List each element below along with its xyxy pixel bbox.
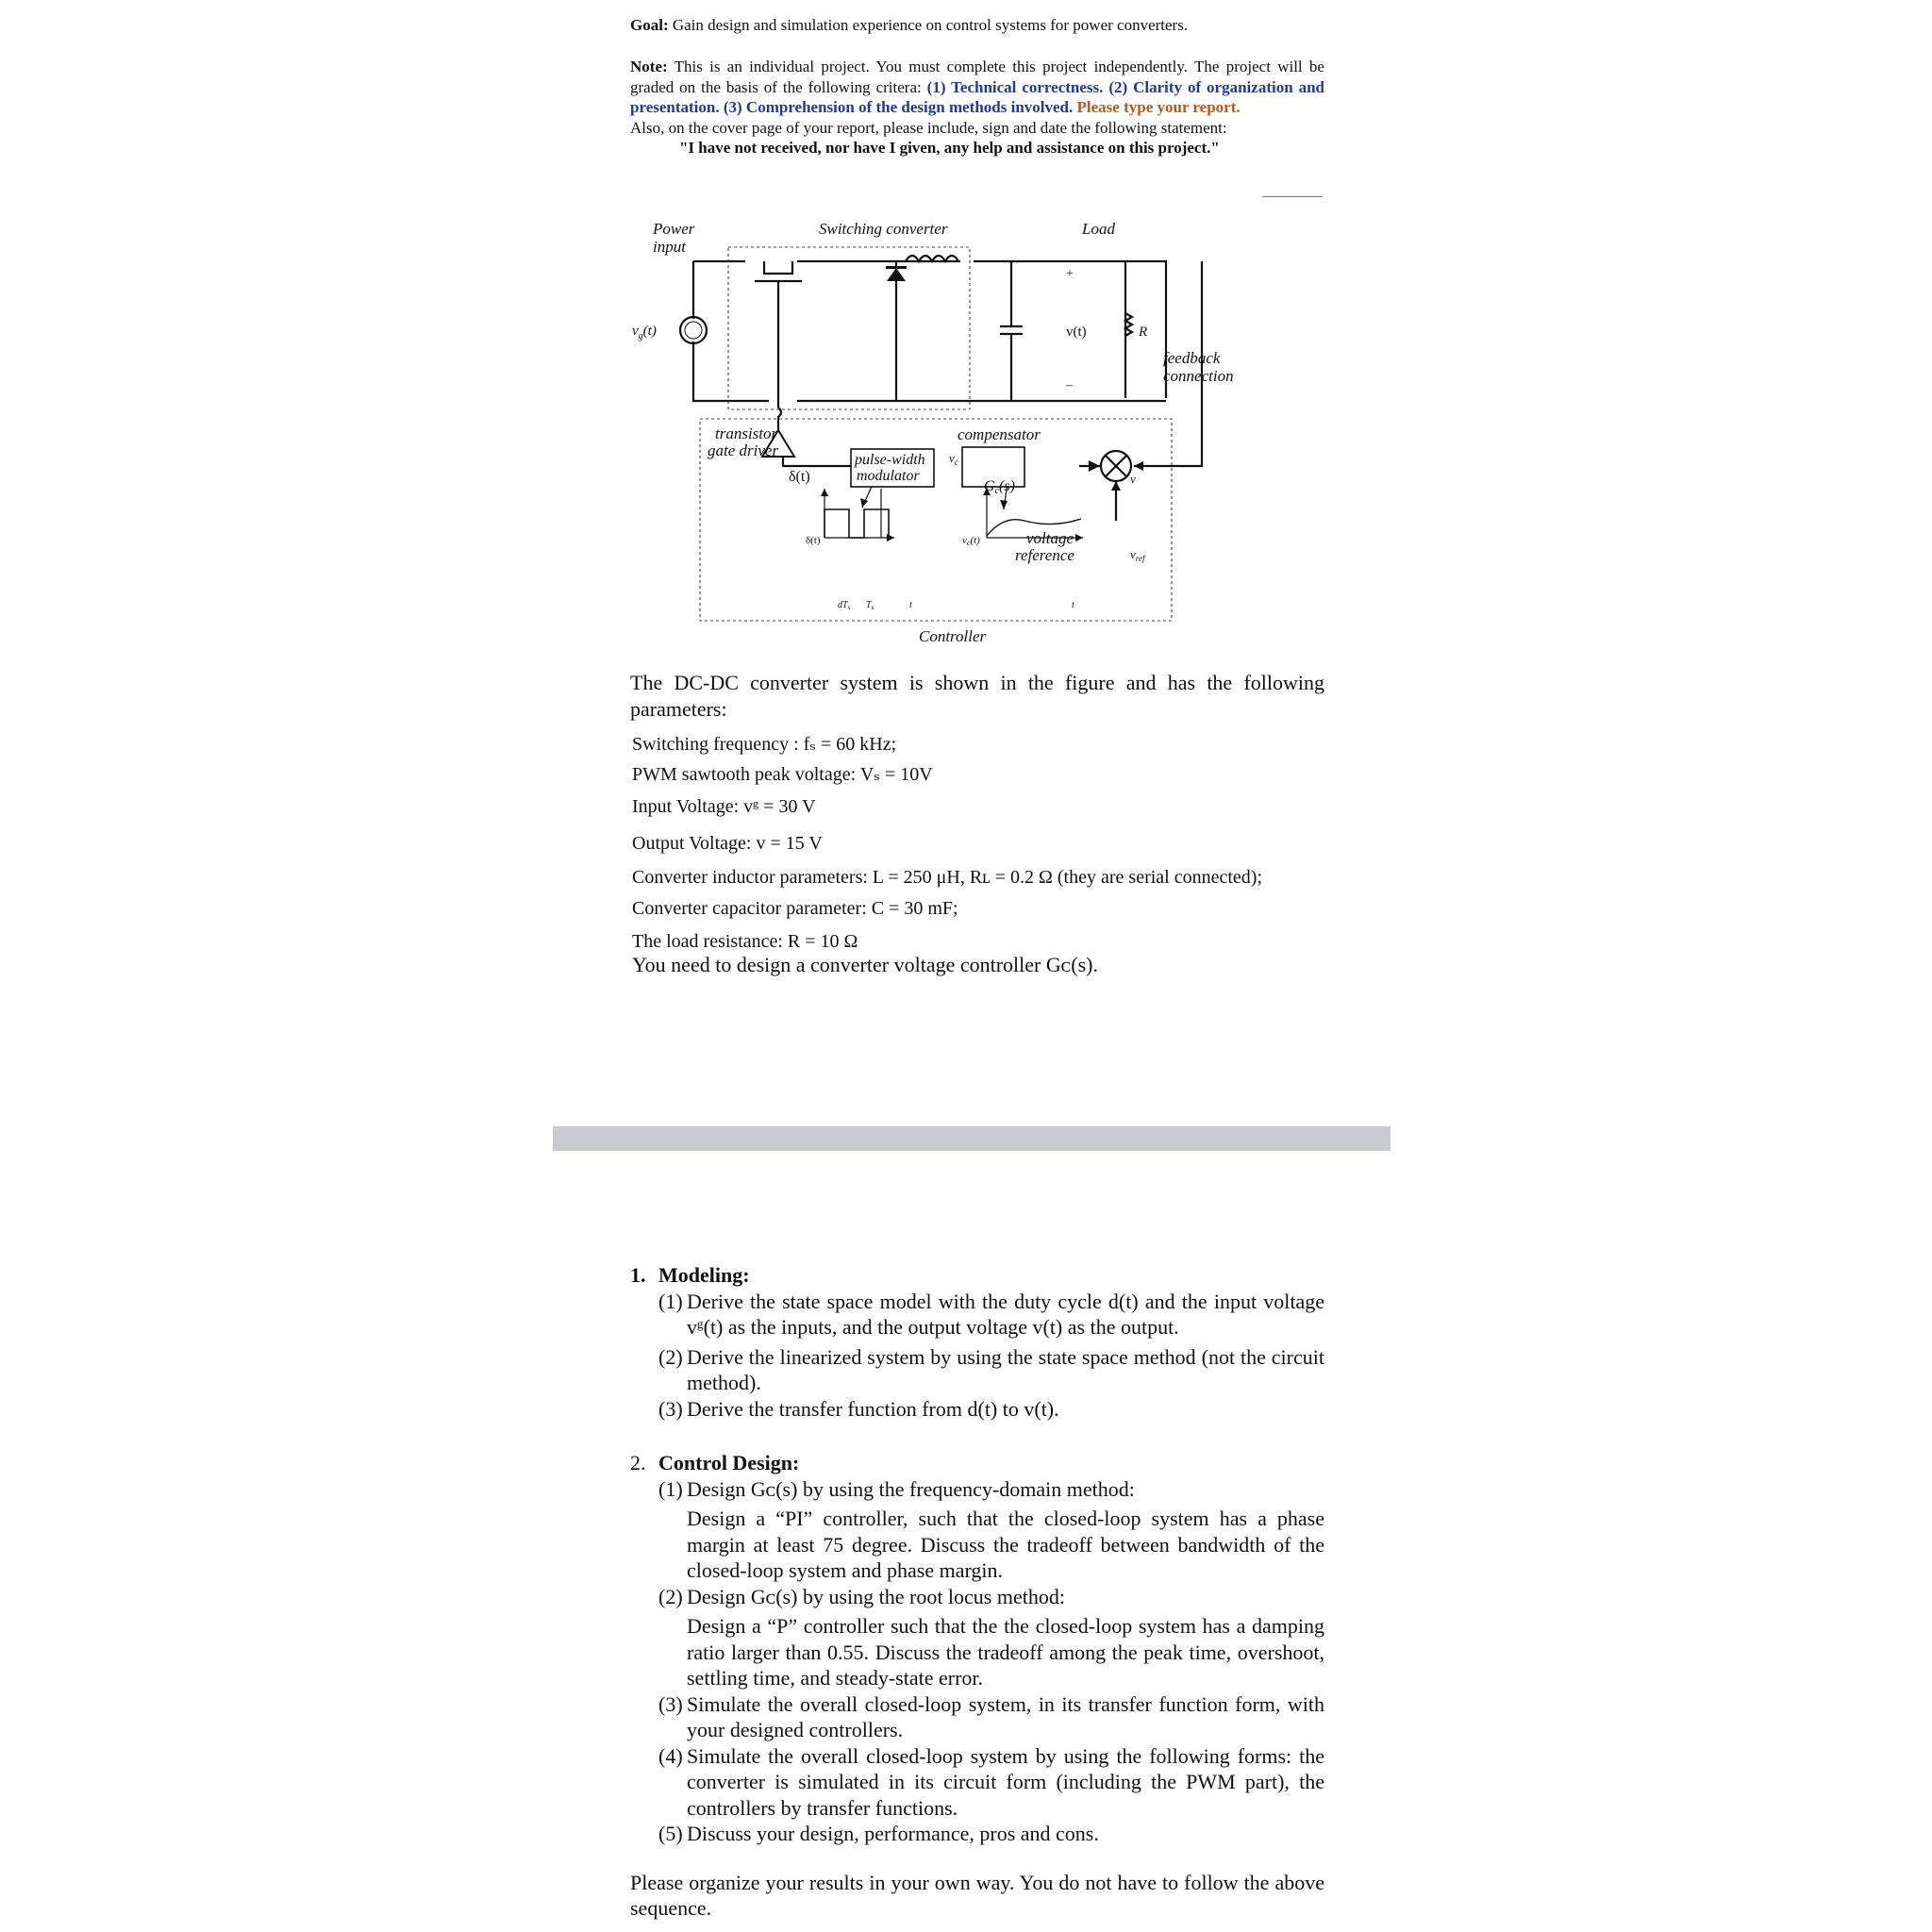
- param-input-voltage: Input Voltage: vᵍ = 30 V: [632, 796, 816, 817]
- feedback-label-2: connection: [1163, 367, 1234, 385]
- axis-left: [824, 489, 894, 538]
- plus-label: +: [1066, 267, 1074, 281]
- page-separator: [553, 1126, 1391, 1151]
- param-inductor: Converter inductor parameters: L = 250 μH, Rʟ = 0.2 Ω (they are serial connected);: [632, 867, 1262, 888]
- pulse-train: [824, 509, 889, 538]
- signal-wires: [783, 457, 1100, 466]
- t2-label: t: [1072, 600, 1074, 610]
- annotation-arrowheads: [860, 498, 1008, 509]
- param-switching-frequency: Switching frequency : fₛ = 60 kHz;: [632, 734, 897, 755]
- transistor-icon: [755, 261, 802, 408]
- modeling-heading: 1. Modeling:: [630, 1263, 750, 1287]
- vref-label: $v_{ref}$: [1130, 547, 1145, 563]
- modeling-item-3: (3) Derive the transfer function from d(t) to v(t).: [658, 1396, 1059, 1421]
- feedback-arrowhead: [1134, 461, 1143, 471]
- minus-label: –: [1066, 378, 1073, 392]
- control-title: Control Design:: [658, 1451, 800, 1474]
- delta-label: δ(t): [789, 469, 810, 485]
- v-label: v: [1130, 472, 1136, 486]
- control-heading: 2. Control Design:: [630, 1451, 800, 1474]
- vg-label: $v_g(t)$: [632, 324, 657, 341]
- power-input-label-1: Power: [653, 220, 695, 238]
- power-input-label-2: input: [653, 238, 686, 256]
- transistor-label-1: transistor: [715, 425, 778, 442]
- gate-link: [778, 408, 781, 432]
- source-inner: [685, 322, 702, 339]
- vt-label: v(t): [1066, 325, 1087, 340]
- sum-output-arrowhead: [1089, 460, 1100, 472]
- source-circle: [680, 317, 707, 343]
- parameters-intro: The DC-DC converter system is shown in the figure and has the following parameters:: [630, 671, 1324, 721]
- control-item-4: (4) Simulate the overall closed-loop system by using the following forms: the converter is simulated in its circuit form (including the PWM part), the controllers by transfer functions.: [658, 1743, 1324, 1820]
- control-item-3: (3) Simulate the overall closed-loop system, in its transfer function form, with your designed controllers.: [658, 1691, 1324, 1741]
- note-paragraph: [630, 57, 1324, 158]
- pwm-label-2: modulator: [857, 468, 920, 484]
- control-item-2-detail: Design a “P” controller such that the the closed-loop system has a damping ratio larger than 0.55. Discuss the tradeoff among the peak time, overshoot, settling time, and steady-state error.: [687, 1614, 1324, 1690]
- control-item-2: (2) Design Gᴄ(s) by using the root locus method:: [658, 1584, 1065, 1608]
- compensator-label: compensator: [958, 425, 1041, 443]
- voltage-label-1: voltage: [1026, 529, 1074, 547]
- capacitor-icon: [1000, 261, 1023, 401]
- goal-label: Goal:: [630, 16, 669, 34]
- control-item-5: (5) Discuss your design, performance, pros and cons.: [658, 1822, 1099, 1845]
- voltage-label-2: reference: [1015, 546, 1074, 564]
- param-sawtooth-voltage: PWM sawtooth peak voltage: Vₛ = 10V: [632, 764, 933, 785]
- ts-label: $T_s$: [866, 600, 874, 611]
- sum-cross-icon: [1106, 456, 1126, 476]
- feedback-label-1: feedback: [1163, 349, 1221, 367]
- r-label: R: [1139, 325, 1148, 340]
- switching-converter-label: Switching converter: [819, 220, 948, 238]
- control-item-1: (1) Design Gᴄ(s) by using the frequency-domain method:: [658, 1476, 1135, 1501]
- vc-axis-label: vc(t): [962, 535, 980, 547]
- modeling-title: Modeling:: [658, 1263, 750, 1287]
- closing-note: Please organize your results in your own way. You do not have to follow the above sequence.: [630, 1870, 1324, 1920]
- converter-diagram: [623, 209, 1274, 649]
- param-load-resistance: The load resistance: R = 10 Ω: [632, 931, 858, 952]
- dts-label: $dT_s$: [838, 600, 851, 611]
- vc-label: $v_c$: [949, 451, 958, 467]
- type-report-note: Please type your report.: [1076, 98, 1241, 116]
- param-capacitor: Converter capacitor parameter: C = 30 mF;: [632, 898, 958, 919]
- note-text: This is an individual project. You must complete this project independently. The project will be graded on the basis of the following critera:: [630, 58, 1324, 96]
- design-task: You need to design a converter voltage controller Gᴄ(s).: [632, 953, 1098, 976]
- gc-label: Gc(s): [984, 478, 1015, 496]
- signature-line: [1262, 196, 1323, 197]
- modeling-item-1: (1) Derive the state space model with the duty cycle d(t) and the input voltage vᵍ(t) as the inputs, and the output voltage v(t) as the output.: [658, 1289, 1324, 1339]
- control-item-1-detail: Design a “PI” controller, such that the closed-loop system has a phase margin at least 75 degree. Discuss the tradeoff between bandwidth of the closed-loop system and phase margin.: [687, 1507, 1324, 1582]
- grading-criteria: (1) Technical correctness. (2) Clarity of organization and presentation. (3) Comprehension of the design methods involved.: [630, 77, 1324, 116]
- delta-axis-label: δ(t): [806, 535, 821, 546]
- pwm-label-1: pulse-width: [855, 452, 925, 468]
- tasks-section: [630, 1262, 1324, 1922]
- control-items: [630, 1476, 1324, 1847]
- modeling-item-2: (2) Derive the linearized system by using the state space method (not the circuit method).: [658, 1344, 1324, 1394]
- note-label: Note:: [630, 58, 668, 75]
- transistor-label-2: gate driver: [708, 441, 779, 459]
- bottom-wire: [693, 261, 1166, 401]
- goal-text: Gain design and simulation experience on control systems for power converters.: [672, 16, 1189, 34]
- cover-page-note: Also, on the cover page of your report, please include, sign and date the following statement:: [630, 118, 1227, 137]
- vref-arrowhead: [1111, 481, 1121, 491]
- param-output-voltage: Output Voltage: v = 15 V: [632, 833, 823, 854]
- goal-line: [630, 15, 1324, 36]
- modeling-items: [630, 1289, 1324, 1423]
- honor-statement: "I have not received, nor have I given, any help and assistance on this project.": [679, 139, 1220, 157]
- load-label: Load: [1082, 220, 1115, 238]
- controller-label: Controller: [919, 627, 987, 645]
- t1-label: t: [909, 600, 912, 610]
